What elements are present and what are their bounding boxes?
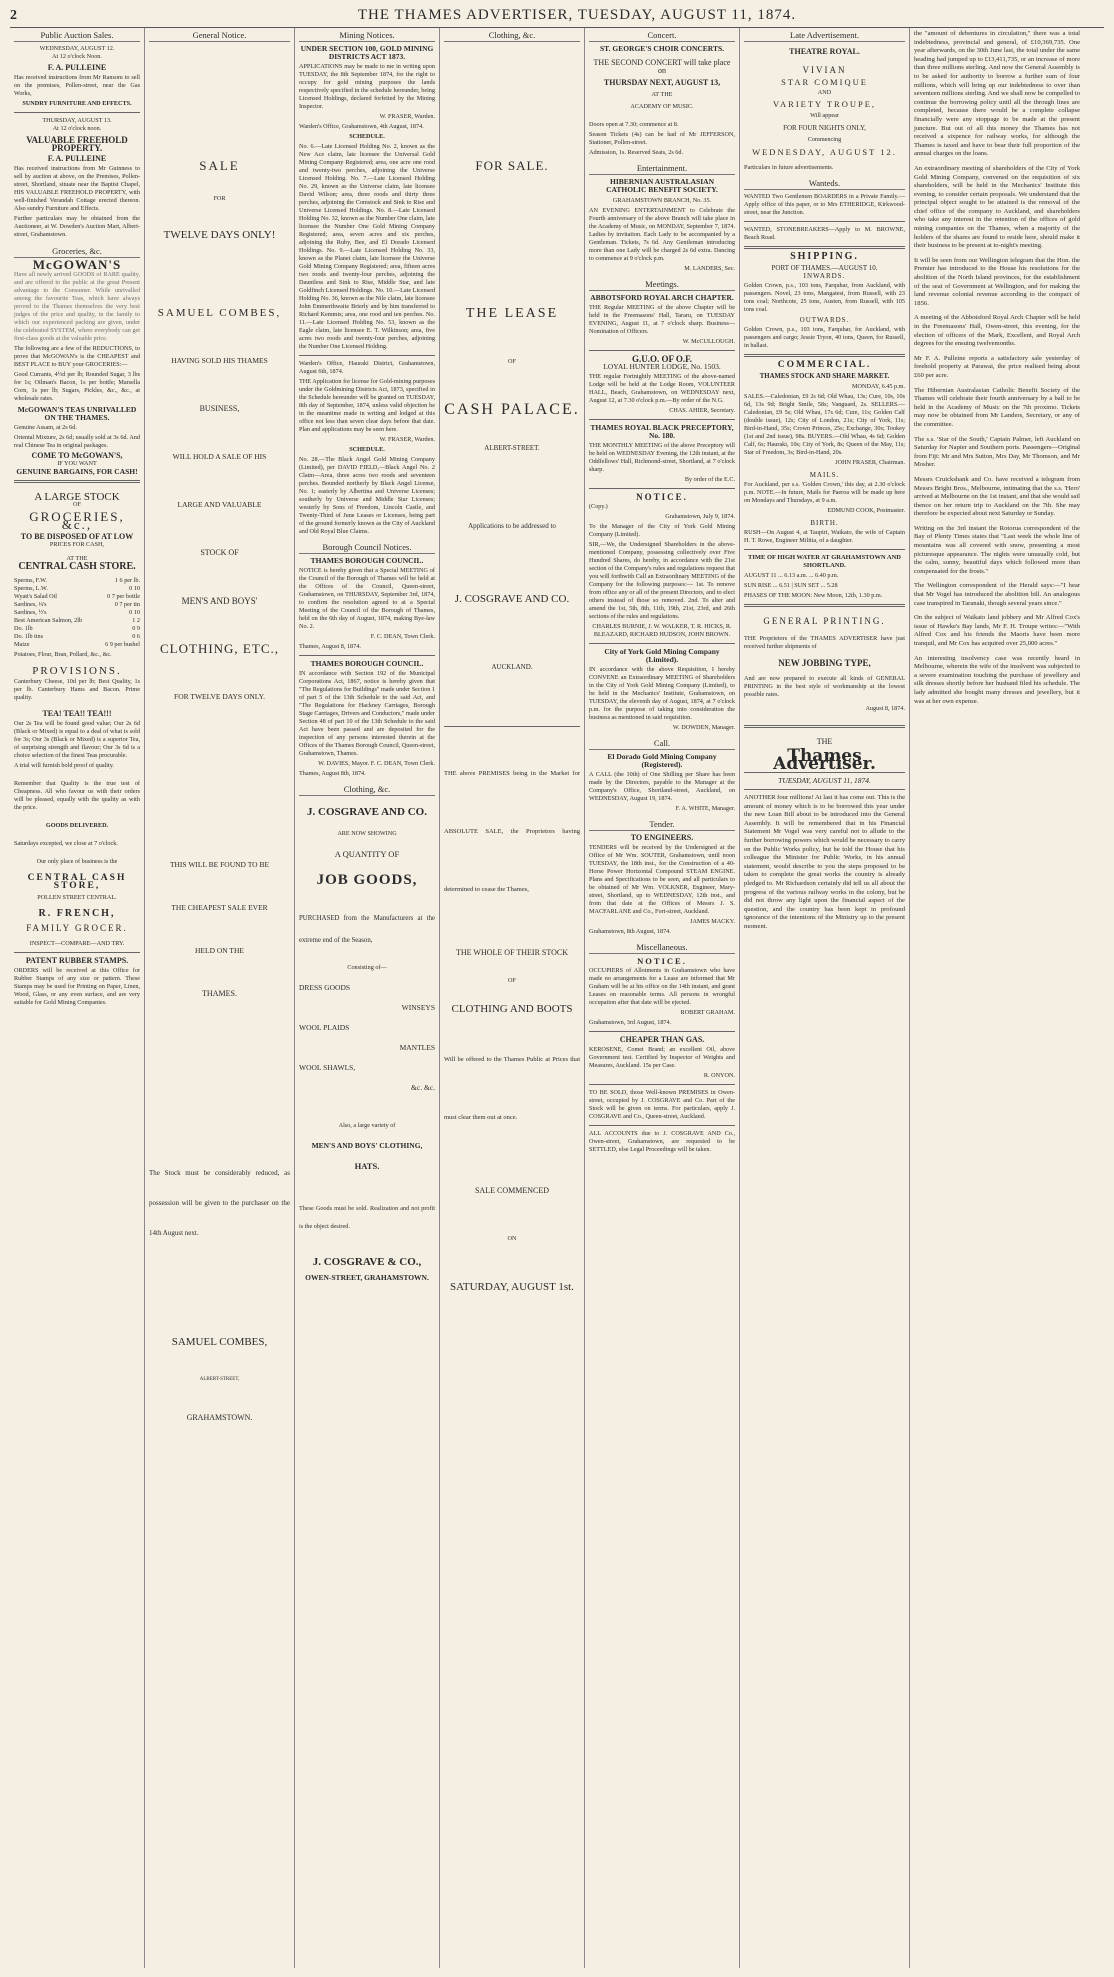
news-item: The Wellington correspondent of the Herald says:—"I hear that Mr Vogel has introduced the abolition bill. An analogous case transpired in Taranaki, though several years since.": [914, 582, 1080, 607]
will-appear: Will appear: [810, 112, 839, 119]
albert-street: ALBERT-STREET.: [484, 444, 540, 452]
price-value: 0 10: [129, 609, 140, 616]
columns: [10, 28, 1104, 1968]
job-goods-item: DRESS GOODS: [299, 983, 351, 992]
cheapest-line: THE CHEAPEST SALE EVER: [171, 903, 268, 912]
price-list: [14, 577, 140, 649]
auction-title: VALUABLE FREEHOLD PROPERTY.: [26, 135, 128, 153]
guo-title: G.U.O. OF O.F.: [631, 354, 693, 364]
on-line: ON: [507, 1235, 517, 1242]
concert-admission: Admission, 1s. Reserved Seats, 2s 6d.: [589, 149, 684, 156]
purchased-text: PURCHASED from the Manufacturers at the extreme end of the Season,: [299, 915, 435, 944]
paper-nameplate: Thames Advertiser.: [773, 746, 876, 774]
grocer-call: IF YOU WANT: [57, 460, 97, 467]
borough-date: Thames, August 8, 1874.: [299, 643, 361, 650]
variety-troupe: VARIETY TROUPE,: [772, 99, 877, 109]
masthead-title: THE THAMES ADVERTISER, TUESDAY, AUGUST 11, 1874.: [357, 7, 797, 23]
star-comique: STAR COMIQUE: [781, 77, 868, 87]
section-heading: General Notice.: [149, 28, 290, 42]
section-heading: Borough Council Notices.: [299, 540, 435, 554]
section-heading: Clothing, &c.: [299, 782, 435, 796]
section-heading: Late Advertisement.: [744, 28, 905, 42]
gas-text: KEROSENE, Comet Brand; an excellent Oil, above Government test. Certified by Inspector of Weights and Measures, Auckland. 15s per Case.: [589, 1046, 735, 1069]
having-sold: HAVING SOLD HIS THAMES: [171, 356, 268, 365]
job-goods-item: MANTLES: [399, 1043, 435, 1052]
inwards-text: Golden Crown, p.s., 103 tons, Farquhar, from Auckland, with passengers. Novel, 23 tons, Mangatesi, from Russell, with 23 tons coal; Northcote, 25 tons, Austen, from Russell, with 105 tons coal.: [744, 282, 905, 313]
job-goods-item: WINSEYS: [401, 1003, 435, 1012]
clothing-boots: CLOTHING AND BOOTS: [451, 1003, 573, 1015]
inwards-heading: INWARDS.: [803, 272, 846, 280]
mens-boys: MEN'S AND BOYS': [181, 596, 258, 606]
section-heading: Public Auction Sales.: [14, 28, 140, 42]
job-goods-item: &c. &c.: [411, 1083, 435, 1092]
section-heading: Groceries, &c.: [14, 244, 140, 258]
paper-the: THE: [816, 737, 833, 746]
guo-text: THE regular Fortnightly MEETING of the above-named Lodge will be held at the Lodge Room, VOLUNTEER HALL, Beach, Grahamstown, on WEDNESDAY next, August 12, at 7.30 o'clock p.m.—By order of the N.G.: [589, 373, 735, 404]
consisting-of: Consisting of—: [347, 964, 387, 971]
price-row: [14, 641, 140, 649]
section-heading: Entertainment.: [589, 161, 735, 175]
cityofyork-title: City of York Gold Mining Company (Limited).: [604, 647, 720, 664]
birth-text: RUSH—On August 4, at Taupiri, Waikato, the wife of Captain H. T. Rowe, Engineer Militia, of a daughter.: [744, 529, 905, 544]
store-name: CENTRAL CASH STORE,: [27, 873, 127, 891]
news-item: Mr F. A. Pulleine reports a satisfactory sale yesterday of freehold property at Parawai, the price realised being about £60 per acre.: [914, 354, 1080, 379]
market-text: SALES.—Caledonian, £9 2s 6d; Old Whau, 13s; Cure, 10s, 10s 6d, 13s 9d; Bright Smile, 58s; Vanguard, 2s. SELLERS.—Caledonian, £9 5s; Old Whau, 17s 6d; Cure, 11s; Golden Calf (double issue), 12s; City of London, 21s; City of York, 11s; Bird-in-Hand, 35s; Crown Princes, 25s; Exchange, 30s; Tookey (1st and 2nd issue), 98s. BUYERS.—Old Whau, 4s 6d; Golden Calf, 6s; Hauraki, 10s; City of York, 8s; Queen of the May, 11s; Star of Freedom, 3s; Bird-in-Hand, 20s.: [744, 393, 905, 456]
high-water-row: SUN RISE ... 6.51 | SUN SET ... 5.28: [744, 582, 838, 589]
news-item: An interesting insolvency case was recently heard in Melbourne, wherein the wife of the insolvent was subjected to a severe examination touching the purchase of jewellery and silk dresses shortly before her husband filed his schedule. The lady admitted she bought many dresses and jewellery, but it was at her own expense.: [914, 654, 1080, 705]
borough-signature: W. DAVIES, Mayor. F. C. DEAN, Town Clerk.: [318, 760, 435, 767]
price-item: Sperms, L.W.: [14, 585, 48, 592]
price-row: [14, 617, 140, 625]
cityofyork-signature: W. DOWDEN, Manager.: [672, 724, 735, 731]
concert-doors: Doors open at 7.30; commence at 8.: [589, 121, 679, 128]
grocer-items: Good Currants, 4½d per lb; Rounded Sugar, 3 lbs for 1s; Oilman's Bacon, 1s per bottle; Marsella Corn, 1s per lb; Sugars, Pickles, &c., &c., at wholesale rates.: [14, 371, 140, 402]
large-valuable: LARGE AND VALUABLE: [177, 500, 262, 509]
warden-office: Warden's Office, Hauraki District, Grahamstown, August 6th, 1874.: [299, 360, 435, 375]
eldorado-signature: F. A. WHITE, Manager.: [675, 805, 735, 812]
page-number: 2: [10, 7, 17, 23]
seller-signature: SAMUEL COMBES,: [171, 1336, 268, 1348]
job-goods-list: [299, 984, 435, 1092]
thames-line: THAMES.: [202, 989, 237, 998]
grocer-call: GENUINE BARGAINS, FOR CASH!: [16, 467, 138, 476]
price-row: [14, 609, 140, 617]
price-value: 6 9 per bushel: [105, 641, 140, 648]
price-item: Sperms, F.W.: [14, 577, 47, 584]
mails-heading: MAILS.: [809, 471, 840, 479]
auction-footnote: Further particulars may be obtained from the Auctioneer, at W. Dowden's Auction Mart, Albert-street, Grahamstown.: [14, 215, 140, 238]
borough-title: THAMES BOROUGH COUNCIL.: [310, 659, 424, 668]
owner-name: R. FRENCH,: [38, 908, 116, 919]
price-value: 1 2: [132, 617, 140, 624]
preceptory-title: THAMES ROYAL BLACK PRECEPTORY, No. 180.: [590, 423, 734, 440]
store-name: CENTRAL CASH STORE.: [18, 561, 136, 572]
grocer-text: Have all newly arrived GOODS of RARE quality, and are offered to the public at the great Present advantage to the Consumer. While unrivalled among the favourite Teas, which have always proved to the Thames themselves the very best judges of the price and quality, in the family to which our experienced packing are given, under the celebrated SYSTEM, where everybody can get first-class goods at the valuable price.: [14, 271, 140, 342]
guo-signature: CHAS. AHIER, Secretary.: [669, 407, 735, 414]
family-grocer: FAMILY GROCER.: [26, 923, 128, 933]
concert-date: THURSDAY NEXT, AUGUST 13,: [603, 78, 721, 87]
price-value: 0 7 per tin: [114, 601, 140, 608]
cosgrave-address: OWEN-STREET, GRAHAMSTOWN.: [305, 1273, 429, 1282]
hibernian-title: HIBERNIAN AUSTRALASIAN CATHOLIC BENEFIT SOCIETY.: [606, 177, 718, 194]
patent-text: ORDERS will be received at this Office for Rubber Stamps of any size or pattern. These Stamps may be used for Printing on Paper, Linen, Wood, Glass, or any even surface, and are very suitable for Gold Mining Companies.: [14, 967, 140, 1006]
editorial-text: the "amount of debentures in circulation," there was a total indebtedness, provincial and general, of £10,369,735. One year afterwards, on the 30th June last, the total under the same heading had jumped up to £13,411,735, or an increase of more than three millions sterling. And now the General Assembly is to be asked for authority to borrow a further sum of four millions, which will bring up our indebtedness to over than seventeen millions sterling. And we shall now be compelled to continue the borrowing policy until all the through lines are completed, because there would be a complete collapse financially were any stoppage to be made at the present juncture. But out of all this money the Thames has not received a sixpence for railway works, for although the Thames is taxed and have to bear their full proportion of the annual charges on the loans.: [914, 30, 1080, 158]
twelve-days: TWELVE DAYS ONLY!: [163, 229, 276, 241]
market-date: MONDAY, 6.45 p.m.: [852, 383, 905, 390]
price-item: Best American Salmon, 2lb: [14, 617, 83, 624]
borough-text: IN accordance with Section 192 of the Municipal Corporations Act, 1867, notice is hereby given that "The Regulations for Buildings" made under Section 1 of part 5 of the 13th Schedule to the said Act, and "The Regulations for Hackney Carriages, Borough Stage Carriages, Drivers and Conductors," made under Section 48 of part 10 of the 13th Schedule to the said Act have been passed and are deposited for the inspection of any persons interested therein at the Offices of the Thames Borough Council, Queen-street, Grahamstown, Thames.: [299, 670, 435, 757]
gas-title: CHEAPER THAN GAS.: [619, 1035, 705, 1044]
goods-delivered: GOODS DELIVERED.: [45, 822, 109, 829]
price-row: [14, 601, 140, 609]
section-heading: Mining Notices.: [299, 28, 435, 42]
and-line: AND: [817, 89, 832, 96]
grocer-tea-heading: McGOWAN'S TEAS UNRIVALLED ON THE THAMES.: [17, 405, 137, 422]
saturday-date: SATURDAY, AUGUST 1st.: [450, 1281, 574, 1293]
market-signature: JOHN FRASER, Chairman.: [835, 459, 905, 466]
column-editorial-continued: [910, 28, 1084, 1968]
stock-dispose: TO BE DISPOSED OF AT LOW: [20, 532, 134, 541]
whole-stock: THE WHOLE OF THEIR STOCK: [456, 948, 568, 957]
grocer-call: COME TO McGOWAN'S,: [31, 451, 123, 460]
grocer-tea-line: Oriental Mixture, 2s 6d; usually sold at 3s 6d. And real Chinese Tea in original packages.: [14, 434, 140, 449]
eldorado-title: El Dorado Gold Mining Company (Registered).: [607, 752, 717, 769]
stock-title: A LARGE STOCK: [34, 491, 120, 503]
goods-note: These Goods must be sold. Realization and not profit is the object desired.: [299, 1205, 435, 1230]
seller-name: SAMUEL COMBES,: [157, 307, 282, 319]
stock-of: STOCK OF: [200, 548, 239, 557]
auctioneer-name: F. A. PULLEINE: [47, 63, 107, 72]
business-line: BUSINESS,: [199, 404, 240, 413]
warden-signature: W. FRASER, Warden.: [379, 113, 435, 120]
outwards-text: Golden Crown, p.s., 103 tons, Farquhar, for Auckland, with passengers and cargo; Jessie Tryon, 40 tons, Queen, for Russell, in ballast.: [744, 326, 905, 349]
schedule-heading: SCHEDULE.: [349, 446, 385, 453]
to-be-sold-text: TO BE SOLD, those Well-known PREMISES in Owen-street, occupied by J. COSGRAVE and Co. Part of the Stock will be given on terms. For particulars, apply J. COSGRAVE and Co., Queen-street, Auckland.: [589, 1089, 735, 1120]
warden-office: Warden's Office, Grahamstown, 4th August, 1874.: [299, 123, 424, 130]
hibernian-text: AN EVENING ENTERTAINMENT to Celebrate the Fourth anniversary of the above Branch will take place in the Academy of Music, on MONDAY, September 7, 1874. Ladies by invitation. Each Lady to be accompanied by a Gentleman. Tickets, 7s 6d. Any Gentleman introducing more than one Lady will be charged 2s 6d extra. Dancing to commence at 9 o'clock p.m.: [589, 207, 735, 262]
grocer-tea-line: Genuine Assam, at 2s 6d.: [14, 424, 77, 431]
price-item: Do. 1lb: [14, 625, 33, 632]
price-row: [14, 625, 140, 633]
one-place-note: Our only place of business is the: [36, 858, 118, 865]
of-line: OF: [508, 358, 516, 365]
notice-text: SIR,—We, the Undersigned Shareholders in the above-mentioned Company, possessing collectively over Five Hundred Shares, do hereby, in accordance with the 21st section of the Company's rules and regulations request that you will forthwith Call an Extraordinary MEETING of the Company for the following purposes:— 1st. To remove from office any or all of the present Directors, and to elect others instead of those so removed. 2nd. To alter and amend the 1st, 5th, 8th, 11th, 19th, 21st, 23rd, and 26th sections of the rules and regulations.: [589, 541, 735, 620]
price-item: Sardines, ¼'s: [14, 601, 47, 608]
notice-heading: NOTICE.: [636, 492, 688, 502]
saturday-note: Saturdays excepted, we close at 7 o'clock.: [14, 840, 118, 847]
preceptory-signature: By order of the E.C.: [684, 476, 735, 483]
theatre-title: THEATRE ROYAL.: [789, 47, 860, 56]
concert-tickets: Season Tickets (4s) can be had of Mr JEFFERSON, Stationer, Pollen-street.: [589, 131, 735, 146]
notice-names: CHARLES BURNIE, J. W. WALKER, T. R. HICKS, R. BLEAZARD, RICHARD HUDSON, JOHN BROWN.: [592, 623, 732, 638]
grocer-reductions: The following are a few of the REDUCTIONS, to prove that McGOWAN's is the CHEAPEST and BEST PLACE to BUY your GROCERIES:—: [14, 345, 140, 368]
commercial-heading: COMMERCIAL.: [777, 360, 872, 370]
news-item: The Hibernian Australasian Catholic Benefit Society of the Thames will celebrate their fourth anniversary by a ball to be held in the Academy of Music on the 7th proximo. Tickets may now be obtained from Mr Landers, Secretary, or any of the committee.: [914, 386, 1080, 428]
mens-clothing: MEN'S AND BOYS' CLOTHING,: [311, 1141, 423, 1150]
borough-date: Thames, August 8th, 1874.: [299, 770, 366, 777]
price-item: Do. 1lb tins: [14, 633, 44, 640]
seller-town: GRAHAMSTOWN.: [186, 1413, 253, 1422]
auction-time: At 12 o'clock Noon.: [52, 53, 102, 60]
price-row: [14, 593, 140, 601]
inspect-line: INSPECT—COMPARE—AND TRY.: [29, 940, 125, 947]
price-item: Sardines, ½'s: [14, 609, 47, 616]
tender-date: Grahamstown, 8th August, 1874.: [589, 928, 671, 935]
sale-commenced: SALE COMMENCED: [474, 1186, 549, 1195]
mining-text: THE Application for license for Gold-mining purposes under the Goldmining Districts Act, 1873, specified in the Schedule hereunder will be granted on TUESDAY, 8th day of September, 1874, unless valid objection be in the meantime made in writing and lodged at this office not less than seven clear days before that date. Plan and applications may be seen here.: [299, 378, 435, 433]
price-value: 0 7 per bottle: [107, 593, 140, 600]
wednesday-date: WEDNESDAY, AUGUST 12.: [752, 147, 897, 157]
provisions-text: Canterbury Cheese, 10d per lb; Best Quality, 1s per lb. Canterbury Hams and Bacon. Prime quality.: [14, 678, 140, 701]
patent-heading: PATENT RUBBER STAMPS.: [25, 956, 129, 965]
price-item: Maize: [14, 641, 30, 648]
tender-text: TENDERS will be received by the Undersigned at the Office of Mr Wm. SOUTER, Grahamstown, until noon TUESDAY, the 18th inst., for the Construction of a 40-Horse Power Horizontal Compound STEAM ENGINE. Plans and Specifications to be seen, and all particulars to be obtained of Mr Wm. VOLKNER, Engineer, Mary-street, Shortland, up to WEDNESDAY, 12th inst., and from that date at the Offices of Messrs J. S. MACFARLANE and Co., Fort-street, Auckland.: [589, 844, 735, 915]
printing-date: August 8, 1874.: [865, 705, 905, 712]
cosgrave-name: J. COSGRAVE AND CO.: [307, 806, 427, 818]
new-jobbing-type: NEW JOBBING TYPE,: [778, 658, 871, 668]
concert-second: THE SECOND CONCERT will take place on: [593, 58, 731, 75]
column-concert-meetings: [585, 28, 740, 1968]
tender-title: TO ENGINEERS.: [630, 833, 694, 842]
wanted-boarders: WANTED Two Gentlemen BOARDERS in a Private Family.—Apply office of this paper, or to Mrs ETHERIDGE, Kirkwood-street, near the Junction.: [744, 193, 905, 216]
warden-signature: W. FRASER, Warden.: [379, 436, 435, 443]
section-heading: Miscellaneous.: [589, 940, 735, 954]
of-line: OF: [508, 977, 516, 984]
paper-date: TUESDAY, AUGUST 11, 1874.: [778, 776, 871, 785]
particulars-line: Particulars in future advertisements.: [744, 164, 834, 171]
high-water-row: AUGUST 11 ... 6.13 a.m. ... 6.40 p.m.: [744, 572, 839, 579]
job-goods-item: WOOL SHAWLS,: [299, 1063, 356, 1072]
auction-date: WEDNESDAY, AUGUST 12.: [39, 45, 115, 52]
misc-notice-heading: NOTICE.: [637, 956, 687, 966]
stock-prices: PRICES FOR CASH,: [49, 541, 105, 548]
stock-note: The Stock must be considerably reduced, as possession will be given to the purchaser on the 14th August next.: [149, 1169, 290, 1237]
provisions-heading: PROVISIONS.: [32, 665, 122, 677]
printing-heading: GENERAL PRINTING.: [763, 616, 886, 626]
price-value: 1 6 per lb.: [114, 577, 140, 584]
will-hold: WILL HOLD A SALE OF HIS: [172, 452, 267, 461]
quantity-line: A QUANTITY OF: [334, 849, 400, 859]
tea-trial: A trial will furnish bold proof of quality.: [14, 762, 114, 769]
potatoes-line: Potatoes, Flour, Bran, Pollard, &c., &c.: [14, 651, 112, 658]
notice-date: Grahamstown, July 9, 1874.: [665, 513, 735, 520]
for-twelve-days: FOR TWELVE DAYS ONLY.: [174, 692, 265, 701]
price-row: [14, 633, 140, 641]
tea-heading: TEA! TEA!! TEA!!!: [42, 709, 112, 718]
shipping-heading: SHIPPING.: [790, 251, 859, 262]
printing-text: And are now prepared to execute all kinds of GENERAL PRINTING in the best style of workmanship at the lowest possible rates.: [744, 675, 905, 698]
auckland-line: AUCKLAND.: [491, 663, 533, 671]
abbotsford-text: THE Regular MEETING of the above Chapter will be held in the Freemasons' Hall, Tararu, on TUESDAY EVENING, August 11, at 7 o'clock sharp. Business—Nomination of Officers.: [589, 304, 735, 335]
gas-signature: R. ONYON.: [703, 1072, 735, 1079]
price-row: [14, 585, 140, 593]
concert-title: ST. GEORGE'S CHOIR CONCERTS.: [600, 44, 724, 53]
column-late-ads-editorial: [740, 28, 910, 1968]
misc-signature: ROBERT GRAHAM.: [680, 1009, 735, 1016]
hibernian-branch: GRAHAMSTOWN BRANCH, No. 35.: [612, 197, 712, 204]
section-heading: Clothing, &c.: [444, 28, 580, 42]
news-item: On the subject of Waikato land jobbery and Mr Alfred Cox's issue of Hawke's Bay lands, Mr F. H. Troupe writes:—"With Alfred Cox and his friends the Maoris have been more tranquil, and Mr Cox has acquired over 25,000 acres.": [914, 614, 1080, 647]
column-general-notice: [145, 28, 295, 1968]
section-heading: Wanteds.: [744, 176, 905, 190]
eldorado-text: A CALL (the 10th) of One Shilling per Share has been made by the Directors, payable to the Manager at the Company's Office, Shortland-street, Auckland, on WEDNESDAY, August 19, 1874.: [589, 771, 735, 802]
tea-text: Our 2s Tea will be found good value; Our 2s 6d (Black or Mixed) is equal to a deal of what is sold for 3s; Our 3s (Black or Mixed) is a superior Tea, of surprising strength and flavour; Our 3s 6d is a choice selection of the finest Teas procurable.: [14, 720, 140, 759]
apply-line: Applications to be addressed to: [468, 522, 556, 530]
offered-text: Will be offered to the Thames Public at Prices that must clear them out at once.: [444, 1056, 580, 1121]
editorial-text: ANOTHER four millions! At last it has come out. This is the amount of money which is to be borrowed this year under the new Loan Bill about to be introduced into the General Assembly. It will be remembered that in his Financial Statement Mr Vogel was very careful not to allude to the further borrowing powers which would be necessary to carry on the Public Works policy, but he told the House that his colleague the Minister for Public Works, in his annual statement, would describe to you the steps proposed to be taken to complete the great works the country is already pledged to. Mr Richardson certainly did tell us all about the progress of the various railway works in the colony, but he did not throw any light upon the financial aspect of the question, and the country has been kept in profound ignorance of the intentions of the Ministry up to the present moment.: [744, 794, 905, 930]
remember-text: Remember that Quality is the true test of Cheapness. All who favour us with their orders will be pleased, equally with the quality as with the price.: [14, 780, 140, 811]
mails-signature: EDMUND COOK, Postmaster.: [827, 507, 905, 514]
column-clothing: [440, 28, 585, 1968]
tender-signature: JAMES MACKY.: [690, 918, 735, 925]
cosgrave-signature: J. COSGRAVE & CO.,: [312, 1256, 422, 1268]
sale-heading: SALE: [199, 158, 240, 173]
borough-signature: F. C. DEAN, Town Clerk.: [370, 633, 435, 640]
vivian-line: VIVIAN: [802, 65, 847, 75]
market-title: THAMES STOCK AND SHARE MARKET.: [759, 373, 890, 380]
stock-at: AT THE: [66, 555, 88, 562]
borough-title: THAMES BOROUGH COUNCIL.: [310, 556, 424, 565]
hats-line: HATS.: [354, 1161, 380, 1171]
news-item: A meeting of the Abbotsford Royal Arch Chapter will be held in the Freemasons' Hall, Owen-street, this evening, for the election of officers of the Mark, Excellent, and Royal Arch degrees for the ensuing twelvemonths.: [914, 314, 1080, 348]
column-mining-notices: [295, 28, 440, 1968]
mining-title: UNDER SECTION 100, GOLD MINING DISTRICTS ACT 1873.: [300, 44, 434, 61]
notice-copy: (Copy.): [589, 503, 608, 510]
auctioneer-name: F. A. PULLEINE: [47, 154, 107, 163]
for-sale: FOR SALE.: [475, 158, 549, 173]
also-line: Also, a large variety of: [338, 1122, 396, 1129]
section-heading: Meetings.: [589, 277, 735, 291]
cheapest-line: THIS WILL BE FOUND TO BE: [169, 860, 270, 869]
section-heading: Concert.: [589, 28, 735, 42]
sale-for: FOR: [213, 195, 226, 202]
cityofyork-text: IN accordance with the above Requisition, I hereby CONVENE an Extraordinary MEETING of Shareholders in the City of York Gold Mining Company (Limited), to be held in the Mechanics' Institute, Grahamstown, on TUESDAY, the eleventh day of August, 1874, at 7 o'clock p.m. for the purpose of taking into consideration the business as mentioned in said requisition.: [589, 666, 735, 721]
auction-time: At 12 o'clock noon.: [52, 125, 102, 132]
seller-street: ALBERT-STREET,: [199, 1377, 240, 1382]
news-item: Writing on the 3rd instant the Rotorua correspondent of the Bay of Plenty Times states that "Last week the whole line of mountains was all covered with snow, presenting a most picturesque appearance. The nights were unusually cold, but the calm, sunny, beautiful days which followed more than compensated for the frosts.": [914, 524, 1080, 575]
schedule-text: No. 28.—The Black Angel Gold Mining Company (Limited), per DAVID FIELD,—Black Angel No. 2 Claim—Area, three acres two roods and seventeen perches. Bounded northerly by Black Angel License, No. 1; easterly by Albertina and Universe Licenses; southerly by Universe and Middle Star Licenses; westerly by Sons of Freedom, Lincoln Castle, and Twenty-Third of June Leases or Licenses, being part of the ground formerly known as the City of Auckland and Old Royal Blue Claims.: [299, 456, 435, 535]
auction-date: THURSDAY, AUGUST 13.: [42, 117, 112, 124]
schedule-heading: SCHEDULE.: [349, 133, 385, 140]
clothing-line: CLOTHING, ETC.,: [160, 641, 279, 656]
held-on: HELD ON THE: [194, 946, 245, 955]
outwards-heading: OUTWARDS.: [799, 316, 850, 324]
commencing-line: Commencing: [807, 136, 842, 143]
schedule-text: No. 6.—Late Licensed Holding No. 2, known as the New Ace claim, late licensee the Universal Gold Mining Company Registered; area, one acre one rood and twenty-two perches, adjoining the Universe Licensed Holding. No. 7.—Late Licensed Holding No. 29, known as the Universe claim, late licensee David Wilson; area, three roods and thirty three perches, adjoining the Comstock and Sink to Rise and Universe Licensed Holdings. No. 8.—Late Licensed Holding No. 32, known as the Number One claim, late licensee the Number One Gold Mining Company Registered; area, seven acres and six perches, adjoining the Ruby, Bee, and El Dorado Licensed Holdings. No. 9.—Late Licensed Holding No. 33, known as the Planet claim, late licensee the Universe Gold Mining Company Registered; area, fifteen acres two roods and twenty-four perches, adjoining the Dauntless and Sink to Rise, Middle Star, and late Goldfinch Licensed Holdings. No. 10.—Late Licensed Holding No. 36, known as the Nile claim, late licensee John Emmerthwaite Brierly and by him transferred to Richard Kemmis; area, one rood and ten perches. No. 11.—Late Licensed Holding No. 53, known as the Eagle claim, late licensee E. T. Wilkinson; area, five acres two roods and twenty-four perches, adjoining the Number One Licensed Holding.: [299, 143, 435, 350]
auction-item: SUNDRY FURNITURE AND EFFECTS.: [22, 100, 132, 107]
news-item: An extraordinary meeting of shareholders of the City of York Gold Mining Company, convened on the requisition of six shareholders, will be held in the Mechanics' Institute this evening, to consider certain proposals. We understand that the principal object sought to be attained is the removal of the chief office of the company to Auckland, and shareholders who take any interest in the retention of the offices of gold mining companies on the Thames, when a majority of the holders of the shares are found to reside here, should make it their business to be present at to-night's meeting.: [914, 164, 1080, 250]
price-row: [14, 577, 140, 585]
stock-of: OF: [73, 501, 81, 508]
port-line: PORT OF THAMES.—AUGUST 10.: [771, 264, 878, 272]
cash-palace: CASH PALACE.: [444, 401, 580, 418]
wanted-stonebreakers: WANTED, STONEBREAKERS—Apply to M. BROWNE, Beach Road.: [744, 226, 905, 241]
auction-text: Has received instructions from Mr Guinness to sell by auction at above, on the Premises, Pollen-street, Shortland, situate near the Baptist Chapel, HIS VALUABLE FREEHOLD PROPERTY, with well-finished Verandah Cottage erected thereon. Also sundry Furniture and Effects.: [14, 165, 140, 212]
preceptory-text: THE MONTHLY MEETING of the above Preceptory will be held on WEDNESDAY Evening, the 12th instant, at the Oddfellows' Hall, Richmond-street, Shortland, at 7 o'clock sharp.: [589, 442, 735, 473]
abbotsford-signature: W. McCULLOUGH.: [682, 338, 735, 345]
masthead: [10, 4, 1104, 28]
news-item: The s.s. 'Star of the South,' Captain Palmer, left Auckland on Saturday for Napier and Southern ports. Passengers—Original from Fiji: Mr and Mrs Sutton, Mrs Day, Mr Thomson, and Mr Mosher.: [914, 435, 1080, 469]
borough-text: NOTICE is hereby given that a Special MEETING of the Council of the Borough of Thames will be held at the Offices of the Council, Queen-street, Grahamstown, on THURSDAY, September 3rd, 1874, to confirm the resolution agreed to at a Special Meeting of the Council of the Borough of Thames, held on the 6th day of August, 1874, making Bye-law No. 2.: [299, 567, 435, 630]
column-auction-groceries: [10, 28, 145, 1968]
section-heading: Call.: [589, 736, 735, 750]
concert-venue: ACADEMY OF MUSIC.: [630, 103, 694, 110]
job-goods: JOB GOODS,: [316, 872, 418, 888]
mails-text: For Auckland, per s.s. 'Golden Crown,' this day, at 2.30 o'clock p.m. NOTE.—In future, Mails for Paeroa will be made up here on Mondays and Thursdays, at 9 a.m.: [744, 481, 905, 504]
printing-text: THE Proprietors of the THAMES ADVERTISER have just received further shipments of: [744, 635, 905, 650]
high-water-title: TIME OF HIGH WATER AT GRAHAMSTOWN AND SHORTLAND.: [747, 554, 901, 569]
price-item: Wyatt's Salad Oil: [14, 593, 58, 600]
premises-text: THE above PREMISES being in the Market for ABSOLUTE SALE, the Proprietors having determined to cease the Thames,: [444, 770, 580, 893]
job-goods-item: WOOL PLAIDS: [299, 1023, 350, 1032]
price-value: 0 6: [132, 633, 140, 640]
cosgrave-name: J. COSGRAVE AND CO.: [454, 593, 570, 605]
news-item: Messrs Cruickshank and Co. have received a telegram from Messrs Bright Bros., Melbourne, intimating that the s.s. 'Hero' arrived at Melbourne on the 1st instant, and that she would sail thence on her return trip to Auckland on the 7th. She may therefore be expected about next Saturday or Sunday.: [914, 475, 1080, 518]
hibernian-signature: M. LANDERS, Sec.: [684, 265, 735, 272]
section-heading: Tender.: [589, 817, 735, 831]
news-item: It will be seen from our Wellington telegram that the Hon. the Premier has introduced to the House his resolutions for the abolition of the North Island provinces, for the establishment of the seat of Government at Wellington, and for making the land revenue colonial revenue according to the compact of 1856.: [914, 256, 1080, 307]
notice-to: To the Manager of the City of York Gold Mining Company (Limited).: [589, 523, 735, 538]
mining-text: APPLICATIONS may be made to me in writing upon TUESDAY, the 8th September 1874, for the right to occupy for gold mining purposes the lands respectively specified in the schedule hereunder, being Licensed Holdings, declared forfeited by the Mining Inspector.: [299, 63, 435, 110]
the-lease: THE LEASE: [465, 306, 559, 321]
price-value: 0 10: [129, 585, 140, 592]
concert-at: AT THE: [651, 91, 673, 98]
auction-text: Has received instructions from Mr Ransom to sell on the premises, Pollen-street, near the Gas Works,: [14, 74, 140, 97]
misc-date: Grahamstown, 3rd August, 1874.: [589, 1019, 672, 1026]
price-value: 0 9: [132, 625, 140, 632]
birth-heading: BIRTH.: [810, 519, 839, 527]
now-showing: ARE NOW SHOWING: [337, 830, 397, 837]
four-nights: FOR FOUR NIGHTS ONLY,: [783, 124, 866, 132]
high-water-row: PHASES OF THE MOON: New Moon, 12th, 1.30 p.m.: [744, 592, 883, 599]
store-address: POLLEN STREET CENTRAL.: [37, 894, 117, 901]
grocer-title: McGOWAN'S: [32, 257, 122, 272]
guo-lodge: LOYAL HUNTER LODGE, No. 1503.: [603, 362, 721, 371]
misc-text: OCCUPIERS of Allotments in Grahamstown who have made no arrangements for a Lease are informed that Mr Graham will be at his office on the 14th instant, and grant Leases on reasonable terms. All persons in wrongful occupation after that date will be ejected.: [589, 967, 735, 1006]
abbotsford-title: ABBOTSFORD ROYAL ARCH CHAPTER.: [590, 293, 734, 302]
accounts-text: ALL ACCOUNTS due to J. COSGRAVE AND Co., Owen-street, Grahamstown, are requested to be SETTLED, else Legal Proceedings will be taken.: [589, 1130, 735, 1153]
stock-goods: GROCERIES, &c.,: [29, 509, 125, 532]
